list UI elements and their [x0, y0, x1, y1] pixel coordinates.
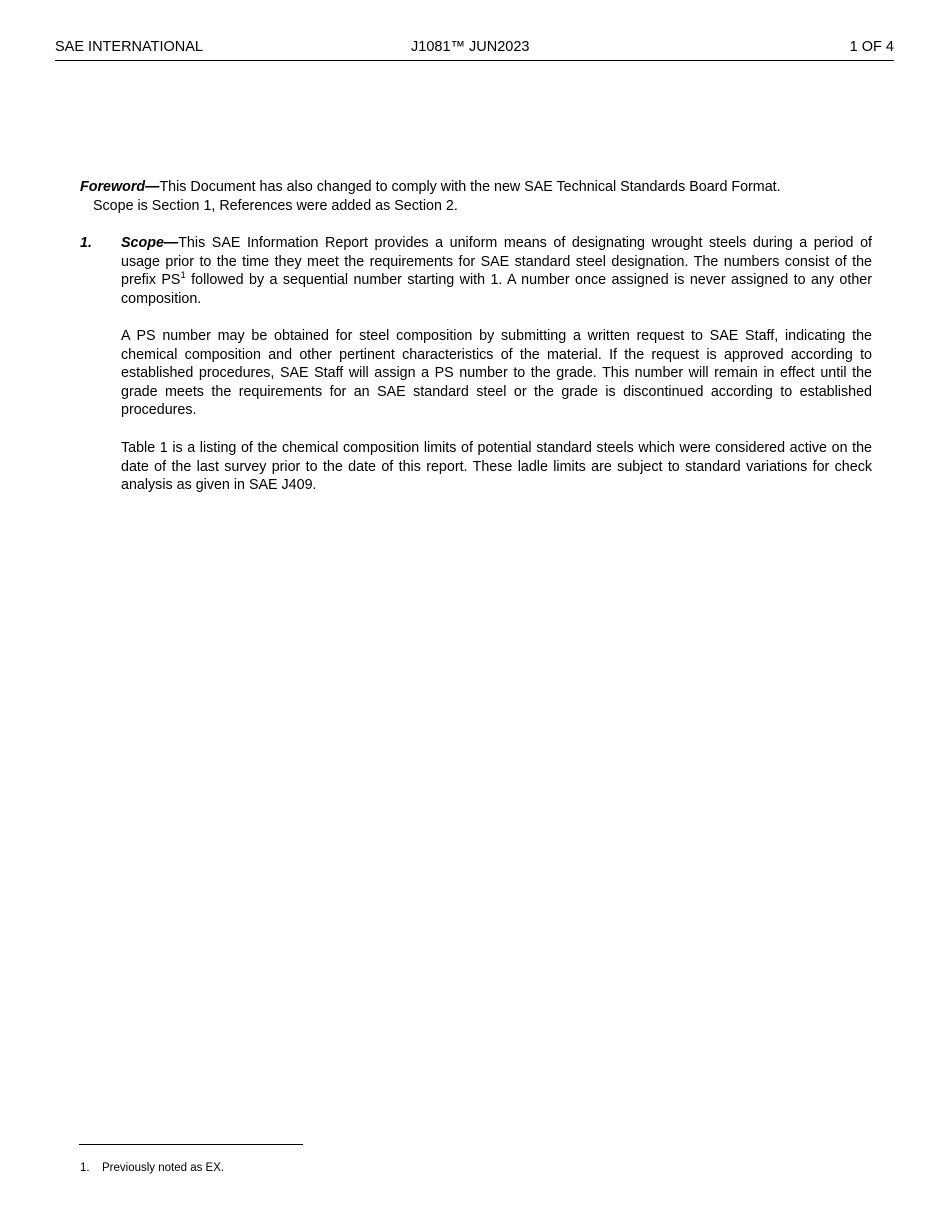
footnote-reference: 1	[180, 270, 186, 282]
footnote-text: Previously noted as EX.	[102, 1162, 225, 1174]
scope-paragraph-2: A PS number may be obtained for steel composition by submitting a written request to SAE Staff, indicating the chemical composition and other pertinent characteristics of the material. If the request is approved according to established procedures, SAE Staff will assign a PS number to the grade. This number will remain in effect until the grade meets the requirements for an SAE standard steel or the grade is discontinued according to established procedures.	[121, 328, 872, 419]
foreword-paragraph	[80, 178, 872, 215]
footnote-divider	[79, 1144, 303, 1145]
header-page-number: 1 OF 4	[849, 39, 894, 55]
header-organization: SAE INTERNATIONAL	[55, 39, 203, 55]
footnote-mark: 1.	[80, 1162, 90, 1174]
scope-text-1b: followed by a sequential number starting with 1. A number once assigned is never assigned to any other composition.	[121, 272, 873, 307]
foreword-text: This Document has also changed to comply with the new SAE Technical Standards Board Format.	[159, 179, 781, 195]
header-document-id: J1081™ JUN2023	[411, 39, 530, 55]
scope-title: Scope—	[121, 235, 179, 251]
page-header	[55, 38, 894, 61]
scope-text-1a: This SAE Information Report provides a uniform means of designating wrought steels during a period of usage prior to the time they meet the requirements for SAE standard steel designation. The numbers consist of the prefix PS	[121, 235, 872, 289]
section-number: 1.	[80, 235, 92, 251]
scope-paragraph-3: Table 1 is a listing of the chemical composition limits of potential standard steels which were considered active on the date of the last survey prior to the date of this report. These ladle limits are subject to standard variations for check analysis as given in SAE J409.	[121, 440, 872, 494]
scope-paragraph-1	[121, 234, 872, 308]
footnote	[80, 1161, 224, 1175]
foreword-continuation: Scope is Section 1, References were added as Section 2.	[93, 197, 458, 214]
foreword-title: Foreword—	[80, 179, 160, 195]
